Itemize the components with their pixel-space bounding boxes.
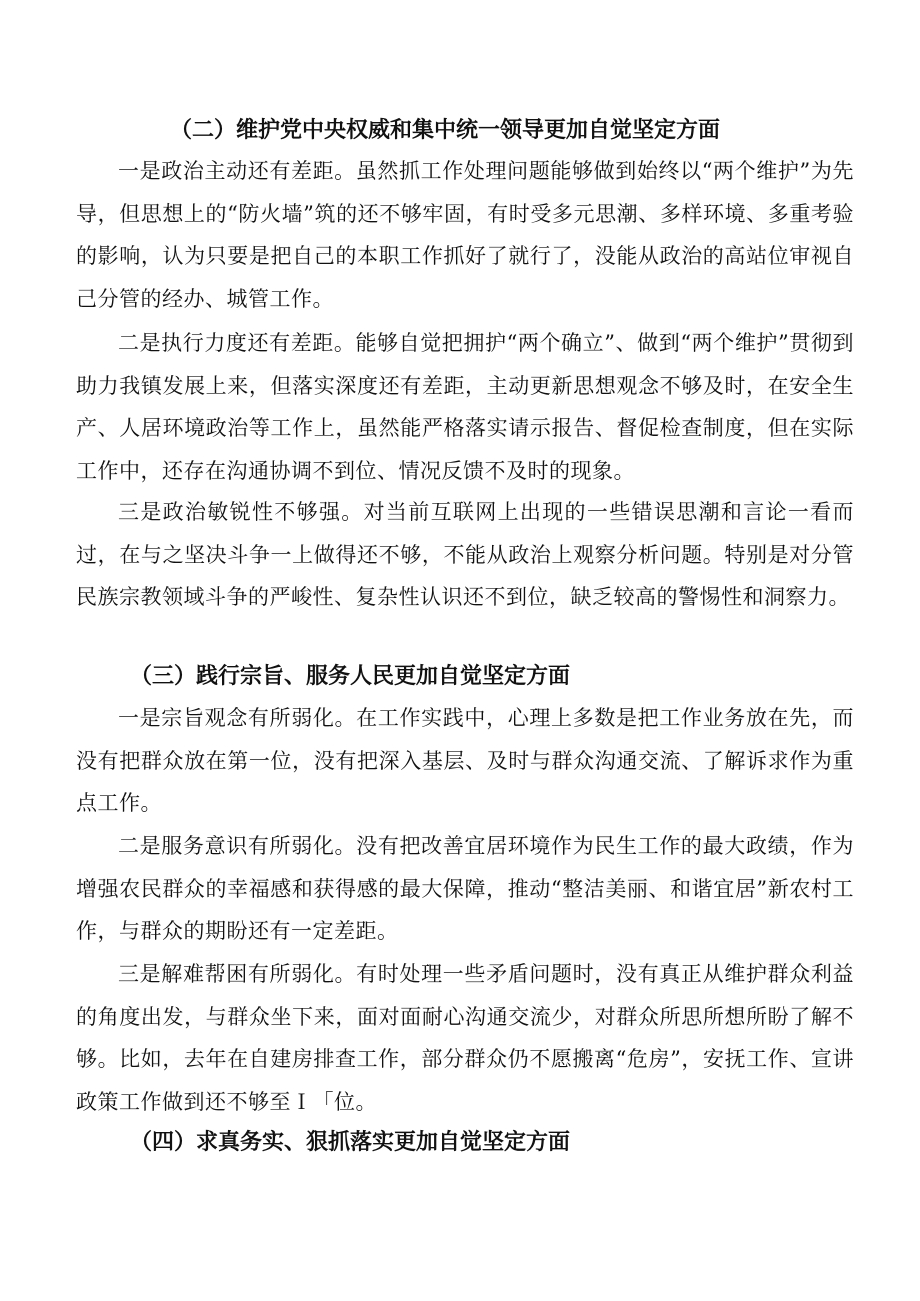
paragraph-2-1: 一是政治主动还有差距。虽然抓工作处理问题能够做到始终以“两个维护”为先导，但思想上的“防火墙”筑的还不够牢固，有时受多元思潮、多样环境、多重考验的影响，认为只要是把自己的本职工作抓好了就行了，没能从政治的高站位审视自己分管的经办、城管工作。 bbox=[76, 159, 854, 311]
paragraph-2-3: 三是政治敏锐性不够强。对当前互联网上出现的一些错误思潮和言论一看而过，在与之坚决斗争一上做得还不够，不能从政治上观察分析问题。特别是对分管民族宗教领域斗争的严峻性、复杂性认识还不到位，缺乏较高的警惕性和洞察力。 bbox=[76, 500, 854, 609]
section-heading-3: （三）践行宗旨、服务人民更加自觉坚定方面 bbox=[130, 664, 571, 689]
paragraph-2-2: 二是执行力度还有差距。能够自觉把拥护“两个确立”、做到“两个维护”贯彻到助力我镇发展上来，但落实深度还有差距，主动更新思想观念不够及时，在安全生产、人居环境政治等工作上，虽然能严格落实请示报告、督促检查制度，但在实际工作中，还存在沟通协调不到位、情况反馈不及时的现象。 bbox=[76, 331, 854, 483]
section-heading-4: （四）求真务实、狠抓落实更加自觉坚定方面 bbox=[130, 1130, 571, 1155]
paragraph-3-1: 一是宗旨观念有所弱化。在工作实践中，心理上多数是把工作业务放在先，而没有把群众放在第一位，没有把深入基层、及时与群众沟通交流、了解诉求作为重点工作。 bbox=[76, 706, 854, 815]
section-heading-2: （二）维护党中央权威和集中统一领导更加自觉坚定方面 bbox=[170, 118, 721, 143]
paragraph-3-2: 二是服务意识有所弱化。没有把改善宜居环境作为民生工作的最大政绩，作为增强农民群众的幸福感和获得感的最大保障，推动“整洁美丽、和谐宜居”新农村工作，与群众的期盼还有一定差距。 bbox=[76, 834, 854, 943]
paragraph-3-3: 三是解难帮困有所弱化。有时处理一些矛盾问题时，没有真正从维护群众利益的角度出发，与群众坐下来，面对面耐心沟通交流少，对群众所思所想所盼了解不够。比如，去年在自建房排查工作，部分群众仍不愿搬离“危房”，安抚工作、宣讲政策工作做到还不够至Ｉ「位。 bbox=[76, 962, 854, 1114]
